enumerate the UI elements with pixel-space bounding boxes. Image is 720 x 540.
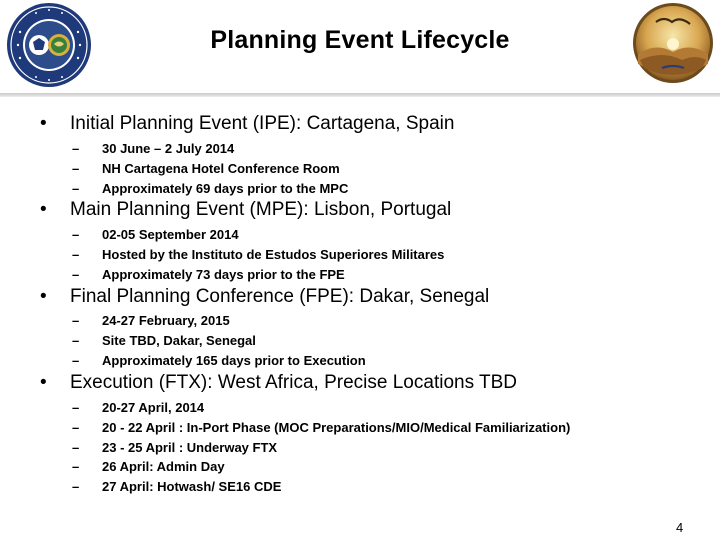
sub-item-text: Hosted by the Instituto de Estudos Superiores Militares: [102, 246, 445, 262]
section-heading-text: Execution (FTX): West Africa, Precise Locations TBD: [70, 372, 518, 393]
dash-marker: –: [72, 332, 80, 348]
sub-item-text: 20-27 April, 2014: [102, 400, 205, 415]
bullet-marker: •: [40, 113, 47, 134]
page-number: 4: [676, 520, 684, 535]
sub-item-text: 27 April: Hotwash/ SE16 CDE: [102, 479, 282, 495]
section-heading-text: Initial Planning Event (IPE): Cartagena, Spain: [70, 113, 455, 134]
dash-marker: –: [72, 313, 80, 328]
bullet-marker: •: [40, 286, 47, 307]
section-heading-text: Main Planning Event (MPE): Lisbon, Portugal: [70, 199, 452, 220]
dash-marker: –: [72, 160, 80, 176]
sub-item-text: 20 - 22 April : In-Port Phase (MOC Preparations/MIO/Medical Familiarization): [102, 419, 571, 435]
sub-item-text: 24-27 February, 2015: [102, 313, 230, 328]
dash-marker: –: [72, 266, 80, 282]
sub-item-text: 30 June – 2 July 2014: [102, 141, 235, 156]
dash-marker: –: [72, 246, 80, 262]
sub-item-text: Approximately 73 days prior to the FPE: [102, 266, 345, 282]
dash-marker: –: [72, 459, 80, 475]
dash-marker: –: [72, 141, 80, 156]
bullet-marker: •: [40, 199, 47, 220]
dash-marker: –: [72, 439, 80, 455]
page-title: Planning Event Lifecycle: [210, 26, 510, 54]
dash-marker: –: [72, 227, 80, 242]
dash-marker: –: [72, 352, 80, 368]
sub-item-text: Site TBD, Dakar, Senegal: [102, 332, 256, 348]
section-heading-text: Final Planning Conference (FPE): Dakar, Senegal: [70, 286, 490, 307]
sub-item-text: 02-05 September 2014: [102, 227, 239, 242]
dash-marker: –: [72, 180, 80, 196]
sub-item-text: 26 April: Admin Day: [102, 459, 225, 475]
sub-item-text: 23 - 25 April : Underway FTX: [102, 439, 278, 455]
dash-marker: –: [72, 400, 80, 415]
bullet-marker: •: [40, 372, 47, 393]
dash-marker: –: [72, 479, 80, 495]
sub-item-text: Approximately 165 days prior to Execution: [102, 352, 366, 368]
dash-marker: –: [72, 419, 80, 435]
sub-item-text: NH Cartagena Hotel Conference Room: [102, 160, 340, 176]
sub-item-text: Approximately 69 days prior to the MPC: [102, 180, 349, 196]
